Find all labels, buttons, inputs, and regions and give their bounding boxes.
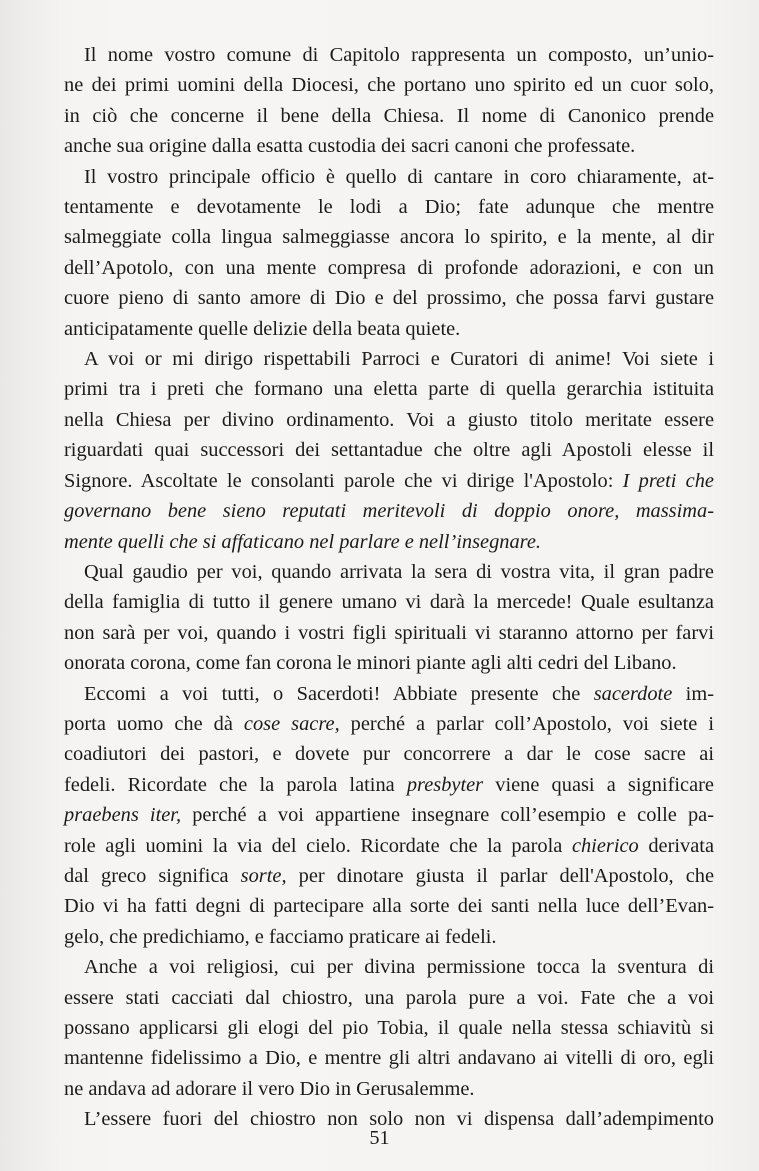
body-text <box>64 40 714 1135</box>
paragraph-officio <box>64 162 714 344</box>
text-run: Eccomi a voi tutti, o Sacerdoti! Abbiate presente che <box>84 682 594 705</box>
text-line: L’essere fuori del chiostro non solo non vi dispensa dall’adempimento <box>84 1108 714 1131</box>
italic-quote: governano bene sieno reputati meritevoli di doppio onore, massima- <box>64 500 714 523</box>
text-line: anche sua origine dalla esatta custodia dei sacri canoni che professate. <box>64 135 636 158</box>
italic-term: cose sacre, <box>243 712 340 735</box>
text-line: Il nome vostro comune di Capitolo rappresenta un composto, un’unio- <box>84 44 714 66</box>
text-line: possano applicarsi gli elogi del pio Tobia, il quale nella stessa schiavitù si <box>64 1017 714 1039</box>
text-run: fedeli. Ricordate che la parola latina <box>64 773 407 796</box>
text-line: Il vostro principale officio è quello di cantare in coro chiaramente, at- <box>84 165 714 188</box>
text-line: mantenne fidelissimo a Dio, e mentre gli altri andavano ai vitelli di oro, egli <box>64 1047 714 1070</box>
italic-term: sacerdote <box>593 682 673 705</box>
text-run: per dinotare giusta il parlar dell'Apostolo, che <box>286 864 714 887</box>
text-line: cuore pieno di santo amore di Dio e del prossimo, che possa farvi gustare <box>64 287 714 310</box>
text-line: anticipatamente quelle delizie della beata quiete. <box>64 317 461 340</box>
italic-term: sorte, <box>240 864 287 887</box>
text-line: coadiutori dei pastori, e dovete pur concorrere a dar le cose sacre ai <box>64 743 714 766</box>
text-line <box>64 831 714 861</box>
text-line <box>64 679 714 709</box>
text-line: riguardati quai successori dei settantadue che oltre agli Apostoli elesse il <box>64 439 714 462</box>
text-line <box>64 527 714 557</box>
paragraph-religiosi <box>64 952 714 1104</box>
text-line: dell’Apotolo, con una mente compresa di profonde adorazioni, e con un <box>64 256 714 279</box>
page-number: 51 <box>369 1127 390 1149</box>
text-line: gelo, che predichiamo, e facciamo praticare ai fedeli. <box>64 925 497 948</box>
italic-quote: mente quelli che si affaticano nel parlare e nell’insegnare. <box>64 530 541 553</box>
text-line: ne dei primi uomini della Diocesi, che portano uno spirito ed un cuor solo, <box>64 74 714 97</box>
text-run: porta uomo che dà <box>64 712 244 735</box>
text-line <box>64 861 714 891</box>
text-run: perché a voi appartiene insegnare coll’esempio e colle pa- <box>181 804 714 827</box>
text-line: non sarà per voi, quando i vostri figli spirituali vi staranno attorno per farvi <box>64 621 714 644</box>
paragraph-gaudio <box>64 557 714 679</box>
text-line: nella Chiesa per divino ordinamento. Voi a giusto titolo meritate essere <box>64 408 714 431</box>
text-run: im- <box>672 682 714 705</box>
text-run: viene quasi a significare <box>483 773 714 796</box>
italic-quote: I preti che <box>622 469 714 492</box>
text-line: Dio vi ha fatti degni di partecipare alla sorte dei santi nella luce dell’Evan- <box>64 895 714 918</box>
text-line: essere stati cacciati dal chiostro, una parola pure a voi. Fate che a voi <box>64 986 714 1009</box>
text-line <box>64 770 714 800</box>
italic-term: chierico <box>571 834 639 857</box>
text-line <box>64 709 714 739</box>
text-line <box>64 496 714 526</box>
text-line: della famiglia di tutto il genere umano vi darà la mercede! Quale esultanza <box>64 591 714 614</box>
text-line: tentamente e devotamente le lodi a Dio; fate adunque che mentre <box>64 196 714 219</box>
paragraph-sacerdoti <box>64 679 714 953</box>
text-line <box>64 466 714 496</box>
text-line <box>64 800 714 830</box>
paragraph-capitolo <box>64 40 714 162</box>
italic-term: praebens iter, <box>64 804 182 827</box>
text-line: salmeggiate colla lingua salmeggiasse ancora lo spirito, e la mente, al dir <box>64 226 714 249</box>
text-line: primi tra i preti che formano una eletta parte di quella gerarchia istituita <box>64 378 714 401</box>
text-run: perché a parlar coll’Apostolo, voi siete i <box>339 712 714 735</box>
paragraph-parroci <box>64 344 714 557</box>
text-line: A voi or mi dirigo rispettabili Parroci e Curatori di anime! Voi siete i <box>84 348 714 371</box>
italic-term: presbyter <box>406 773 484 796</box>
text-run: role agli uomini la via del cielo. Ricordate che la parola <box>64 834 572 857</box>
text-run: derivata <box>638 834 714 857</box>
text-line: in ciò che concerne il bene della Chiesa. Il nome di Canonico prende <box>64 104 714 127</box>
text-run: Signore. Ascoltate le consolanti parole che vi dirige l'Apostolo: <box>64 469 623 492</box>
text-run: dal greco significa <box>64 864 241 887</box>
text-line: onorata corona, come fan corona le minori piante agli alti cedri del Libano. <box>64 652 677 675</box>
text-line: Anche a voi religiosi, cui per divina permissione tocca la sventura di <box>84 956 714 979</box>
text-line: Qual gaudio per voi, quando arrivata la sera di vostra vita, il gran padre <box>84 560 714 583</box>
text-line: ne andava ad adorare il vero Dio in Gerusalemme. <box>64 1077 475 1100</box>
